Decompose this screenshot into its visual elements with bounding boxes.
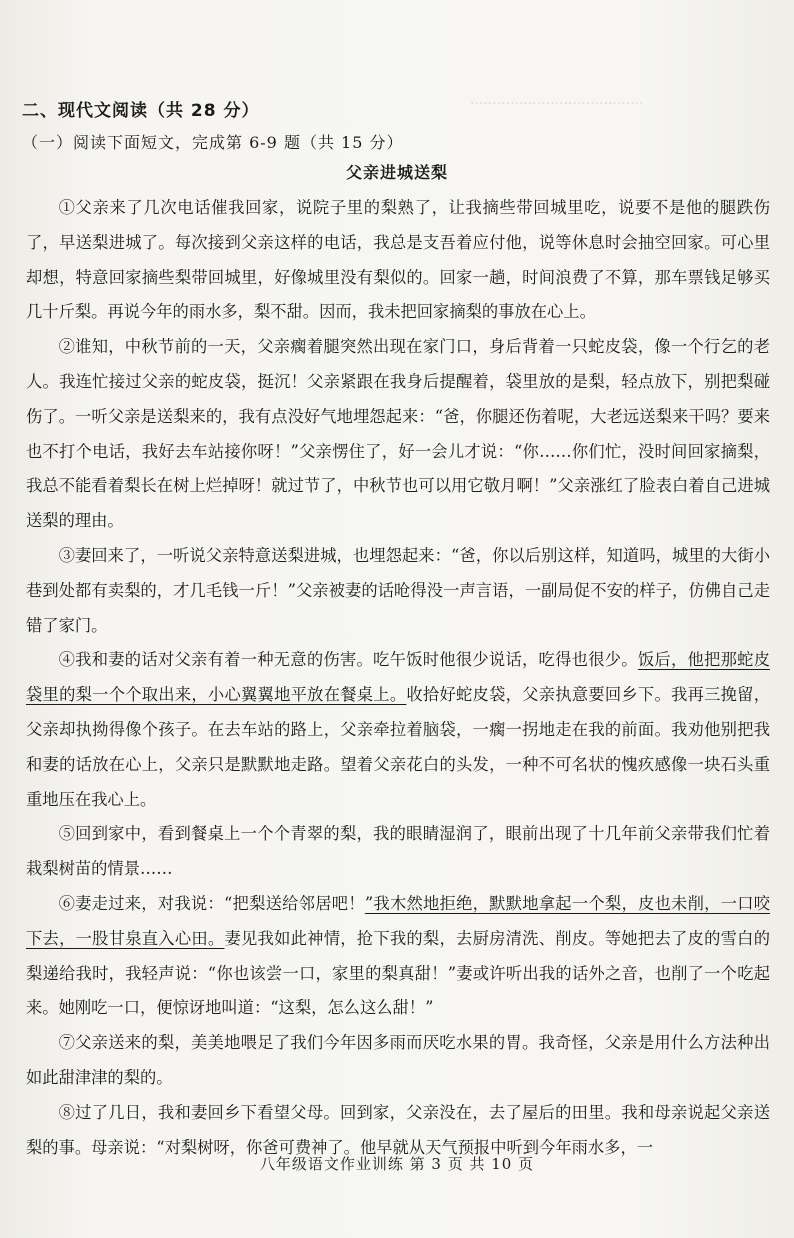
section-heading: 二、现代文阅读（共 28 分）: [22, 101, 260, 121]
underlined-sentence: 饭后，他把那蛇皮袋里的梨一个个取出来，小心翼翼地平放在餐桌上。: [26, 650, 770, 705]
article-body: [26, 191, 770, 1165]
paragraph-6-text-rest: 妻见我如此神情，抢下我的梨，去厨房清洗、削皮。等她把去了皮的雪白的梨递给我时，我轻声说：“你也该尝一口，家里的梨真甜！”妻或许听出我的话外之音，也削了一个吃起来。她刚吃一口，便惊讶地叫道：“这梨，怎么这么甜！”: [26, 928, 770, 1018]
paragraph-8: ⑧过了几日，我和妻回乡下看望父母。回到家，父亲没在，去了屋后的田里。我和母亲说起父亲送梨的事。母亲说：“对梨树呀，你爸可费神了。他早就从天气预报中听到今年雨水多，一: [26, 1102, 770, 1157]
paragraph-2: ②谁知，中秋节前的一天，父亲瘸着腿突然出现在家门口，身后背着一只蛇皮袋，像一个行乞的老人。我连忙接过父亲的蛇皮袋，挺沉！父亲紧跟在我身后提醒着，袋里放的是梨，轻点放下，别把梨碰伤了。一听父亲是送梨来的，我有点没好气地埋怨起来：“爸，你腿还伤着呢，大老远送梨来干吗？要来也不打个电话，我好去车站接你呀！”父亲愣住了，好一会儿才说：“你……你们忙，没时间回家摘梨，我总不能看着梨长在树上烂掉呀！就过节了，中秋节也可以用它敬月啊！”父亲涨红了脸表白着自己进城送梨的理由。: [26, 337, 770, 531]
paragraph-6: [26, 887, 770, 1026]
paragraph-4-text-rest: 收拾好蛇皮袋，父亲执意要回乡下。我再三挽留，父亲却执拗得像个孩子。在去车站的路上，父亲牵拉着脑袋，一瘸一拐地走在我的前面。我劝他别把我和妻的话放在心上，父亲只是默默地走路。望着父亲花白的头发，一种不可名状的愧疚感像一块石头重重地压在我心上。: [26, 685, 770, 809]
article-title: 父亲进城送梨: [345, 163, 448, 182]
paragraph-3: ③妻回来了，一听说父亲特意送梨进城，也埋怨起来：“爸，你以后别这样，知道吗，城里的大街小巷到处都有卖梨的，才几毛钱一斤！”父亲被妻的话呛得没一声言语，一副局促不安的样子，仿佛自己走错了家门。: [26, 545, 770, 635]
paragraph-7: ⑦父亲送来的梨，美美地喂足了我们今年因多雨而厌吃水果的胃。我奇怪，父亲是用什么方法种出如此甜津津的梨的。: [26, 1033, 770, 1087]
paragraph-4-text: ④我和妻的话对父亲有着一种无意的伤害。吃午饭时他很少说话，吃得也很少。: [58, 650, 638, 670]
paragraph-6-text: ⑥妻走过来，对我说：“把梨送给邻居吧！: [58, 893, 365, 913]
sub-heading: （一）阅读下面短文，完成第 6-9 题（共 15 分）: [22, 133, 404, 152]
page-footer: 八年级语文作业训练 第 3 页 共 10 页: [259, 1155, 535, 1173]
bleed-through-text: ·······································: [470, 96, 644, 112]
paragraph-4: [26, 643, 770, 817]
underlined-sentence: ”我木然地拒绝，默默地拿起一个梨，皮也未削，一口咬下去，一股甘泉直入心田。: [26, 893, 771, 948]
paragraph-5: ⑤回到家中，看到餐桌上一个个青翠的梨，我的眼睛湿润了，眼前出现了十几年前父亲带我们忙着栽梨树苗的情景……: [26, 824, 770, 879]
paragraph-1: ①父亲来了几次电话催我回家，说院子里的梨熟了，让我摘些带回城里吃，说要不是他的腿跌伤了，早送梨进城了。每次接到父亲这样的电话，我总是支吾着应付他，说等休息时会抽空回家。可心里却想，特意回家摘些梨带回城里，好像城里没有梨似的。回家一趟，时间浪费了不算，那车票钱足够买几十斤梨。再说今年的雨水多，梨不甜。因而，我未把回家摘梨的事放在心上。: [26, 198, 770, 322]
